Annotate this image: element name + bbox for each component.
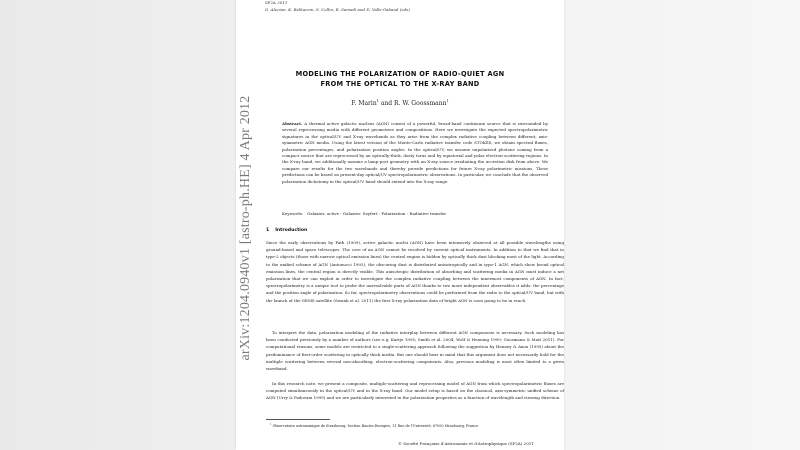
author-conjunction: and [378,100,395,107]
abstract-label: Abstract. [282,121,303,126]
paper-title [236,69,564,89]
author-2-affiliation-mark: 1 [446,99,449,103]
copyright: © Société Française d'Astronomie et d'Astrophysique (SF2A) 2011 [398,441,534,446]
section-number: 1 [266,228,270,233]
journal-header: SF2A 2011 [265,0,288,5]
title-line-2: FROM THE OPTICAL TO THE X-RAY BAND [320,80,480,88]
abstract [282,121,548,185]
author-1-affiliation-mark: 1 [376,99,379,103]
footnote-mark: 1 [270,423,272,426]
section-heading [266,228,307,233]
keywords [282,211,548,217]
author-2: R. W. Goossmann [394,100,447,107]
paragraph: In this research note, we present a composite, multiple-scattering and reprocessing model of AGN from which spectropolarimetric fluxes are computed simultaneously in the optical/UV and in the X-ray band. Our model setup is based on the classical, axis-symmetric unified scheme of AGN (Urry & Padovani 1995) and we are particularly interested in the polarization properties as a function of wavelength and viewing direction. [266,381,564,401]
footnote-rule [266,419,330,420]
keywords-label: Keywords: [282,211,304,216]
paragraph: To interpret the data, polarization modeling of the radiative interplay between different AGN components is necessary. Such modeling has been conducted previously by a number of authors (see e.g. Kartje 1995; Smith et al. 2004; Wolf & Henning 1999; Goosmann & Matt 2011). For computational reasons, some models are restricted to a single-scattering approach following the suggestion by Henney & Axon (1995) about the predominance of first-order scattering in optically thick media. But one should bear in mind that this argument does not necessarily hold for the multiple scattering between several non-absorbing, electron-scattering components. Also, previous modeling is most often limited to a given waveband. [266,330,564,372]
abstract-text: A thermal active galactic nucleus (AGN) consist of a powerful, broad-band continuum source that is surrounded by several reprocessing media with different geometries and compositions. Here we investigate the expected spectropolarimetric signatures in the optical/UV and X-ray wavebands as they arise from the complex radiative coupling between different, axis-symmetric AGN media. Using the latest version of the Monte-Carlo radiative transfer code STOKES, we obtain spectral fluxes, polarization percentages, and polarization position angles. In the optical/UV, we assume unpolarized photons coming from a compact source that are reprocessed by an optically-thick, dusty torus and by equatorial and polar electron-scattering regions. In the X-ray band, we additionally assume a lamp-post geometry with an X-ray source irradiating the accretion disk from above. We compare our results for the two wavebands and thereby provide predictions for future X-ray polarimetric missions. These predictions can be based on present-day optical/UV spectropolarimetric observations. In particular, we conclude that the observed polarization dichotomy in the optical/UV band should extend into the X-ray range. [282,121,549,184]
arxiv-stamp: arXiv:1204.0940v1 [astro-ph.HE] 4 Apr 2012 [238,95,253,361]
keywords-text: Galaxies: active - Galaxies: Seyfert - Polarization - Radiative transfer [307,211,447,216]
paragraph: Since the early observations by Fath (1909), active galactic nuclei (AGN) have been intensively observed at all possible wavelengths using ground-based and space telescopes. The core of an AGN cannot be resolved by current optical instruments. In addition to that we find that in type-2 objects (those with narrow optical emission lines) the central engine is hidden by optically thick dust blocking most of the light. According to the unified scheme of AGN (Antonucci 1993), the obscuring dust is distributed anisotropically and in type-1 AGN, which show broad optical emission lines, the central region is directly visible. This anisotropic distribution of absorbing and scattering media in AGN must induce a net polarization that we can exploit in order to investigate the complex radiative coupling between the innermost components of AGN. In fact, spectropolarimetry is a unique tool to probe the unresolvable parts of AGN thanks to two more independent observables it adds: the percentage and the position angle of polarization. So far, spectropolarimetry observations could be performed from the radio to the optical/UV band, but with the launch of the GEMS satellite (Swank et al. 2011) the first X-ray polarization data of bright AGN is soon going to be in reach. [266,240,564,303]
editors-header: G. Alecian, K. Belkacem, S. Collin, R. Samadi and D. Valls-Gabaud (eds) [265,7,410,12]
footnote [270,423,564,428]
author-list [236,99,564,107]
title-line-1: MODELING THE POLARIZATION OF RADIO-QUIET AGN [295,70,505,78]
footnote-text: Observatoire astronomique de Strasbourg, Section Hautes Energies, 11 Rue de l'Université, 67000 Strasbourg, France [272,424,479,429]
section-title-text: Introduction [275,228,308,233]
author-1: F. Marin [351,100,377,107]
